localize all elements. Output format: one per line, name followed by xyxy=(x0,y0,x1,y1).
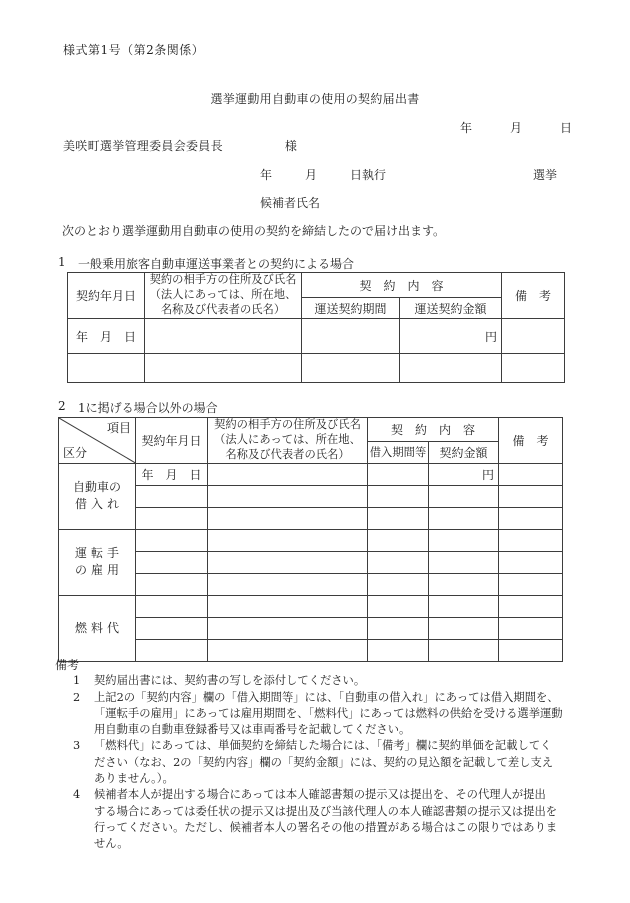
empty-cell xyxy=(368,573,429,595)
section1-heading xyxy=(58,255,354,272)
empty-cell xyxy=(208,617,368,639)
empty-cell xyxy=(499,617,563,639)
empty-cell xyxy=(68,354,145,383)
empty-cell xyxy=(136,573,208,595)
empty-cell xyxy=(429,529,499,551)
empty-cell xyxy=(302,354,400,383)
t1-header-amount: 運送契約金額 xyxy=(400,298,502,319)
empty-cell xyxy=(136,507,208,529)
election-date-line xyxy=(260,166,386,183)
t1-header-period: 運送契約期間 xyxy=(302,298,400,319)
contract-table-taxi xyxy=(67,272,565,383)
empty-cell xyxy=(136,529,208,551)
exec-day-label: 日執行 xyxy=(350,168,387,182)
empty-cell xyxy=(368,595,429,617)
empty-cell xyxy=(208,551,368,573)
intro-text: 次のとおり選挙運動用自動車の使用の契約を締結したので届け出ます。 xyxy=(50,224,446,238)
t2-group-fuel-cost: 燃料代 xyxy=(59,595,136,661)
empty-cell xyxy=(136,617,208,639)
date-day-label: 日 xyxy=(559,121,572,135)
addressee-honorific: 様 xyxy=(284,139,297,153)
empty-cell xyxy=(368,463,429,485)
empty-cell xyxy=(429,573,499,595)
note-item-2: 2 上記2の「契約内容」欄の「借入期間等」には、「自動車の借入れ」にあっては借入期間を、 「運転手の雇用」にあっては雇用期間を、「燃料代」にあっては燃料の供給を受ける選挙運動 用自動車の自動車登録番号又は車両番号を記載してください。 xyxy=(73,690,563,737)
election-name-label: 選挙 xyxy=(533,168,558,182)
t1-row1-yen: 円 xyxy=(400,319,502,354)
empty-cell xyxy=(429,595,499,617)
empty-cell xyxy=(429,485,499,507)
empty-cell xyxy=(208,573,368,595)
addressee-name: 美咲町選挙管理委員会委員長 xyxy=(63,139,223,153)
date-line xyxy=(460,119,572,136)
empty-cell xyxy=(499,529,563,551)
t2-group-car-rental: 自動車の 借入れ xyxy=(59,463,136,529)
t2-group-driver-employment: 運転手 の雇用 xyxy=(59,529,136,595)
t2-header-notes: 備 考 xyxy=(499,418,563,464)
t1-header-notes: 備 考 xyxy=(502,273,565,319)
exec-month-label: 月 xyxy=(305,168,318,182)
empty-cell xyxy=(429,617,499,639)
empty-cell xyxy=(136,595,208,617)
empty-cell xyxy=(368,485,429,507)
t2-header-party: 契約の相手方の住所及び氏名 （法人にあっては、所在地、 名称及び代表者の氏名） xyxy=(208,418,368,464)
empty-cell xyxy=(400,354,502,383)
t2-corner-cell xyxy=(59,418,136,464)
empty-cell xyxy=(136,551,208,573)
empty-cell xyxy=(208,507,368,529)
empty-cell xyxy=(499,463,563,485)
candidate-name-label: 候補者氏名 xyxy=(260,196,321,210)
t2-header-amount: 契約金額 xyxy=(429,441,499,463)
t2-corner-category-label: 区分 xyxy=(63,445,88,460)
page-title: 選挙運動用自動車の使用の契約届出書 xyxy=(210,92,420,106)
empty-cell xyxy=(368,617,429,639)
t2-row1-yen: 円 xyxy=(429,463,499,485)
form-number: 様式第1号（第2条関係） xyxy=(63,43,205,57)
t1-header-contract: 契 約 内 容 xyxy=(302,273,502,298)
notes-section xyxy=(55,657,585,853)
section2-heading xyxy=(58,399,218,416)
note-item-1: 1 契約届出書には、契約書の写しを添付してください。 xyxy=(73,674,366,688)
empty-cell xyxy=(499,573,563,595)
empty-cell xyxy=(499,551,563,573)
section2-number: 2 xyxy=(58,399,66,413)
t2-row1-date: 年 月 日 xyxy=(136,463,208,485)
t1-row1-date: 年 月 日 xyxy=(68,319,145,354)
empty-cell xyxy=(208,529,368,551)
notes-label: 備考 xyxy=(55,658,80,672)
empty-cell xyxy=(429,507,499,529)
section1-title: 一般乗用旅客自動車運送事業者との契約による場合 xyxy=(78,257,355,271)
addressee-line xyxy=(63,137,297,154)
section2-title: 1に掲げる場合以外の場合 xyxy=(78,401,218,415)
empty-cell xyxy=(502,354,565,383)
empty-cell xyxy=(502,319,565,354)
empty-cell xyxy=(145,354,302,383)
date-month-label: 月 xyxy=(509,121,522,135)
t1-header-date: 契約年月日 xyxy=(68,273,145,319)
empty-cell xyxy=(136,485,208,507)
empty-cell xyxy=(208,485,368,507)
t2-header-period: 借入期間等 xyxy=(368,441,429,463)
contract-table-other xyxy=(58,417,563,662)
t2-corner-item-label: 項目 xyxy=(106,421,131,435)
empty-cell xyxy=(208,595,368,617)
empty-cell xyxy=(499,595,563,617)
empty-cell xyxy=(429,551,499,573)
empty-cell xyxy=(368,551,429,573)
exec-year-label: 年 xyxy=(260,168,273,182)
t2-header-contract: 契 約 内 容 xyxy=(368,418,499,442)
t2-header-date: 契約年月日 xyxy=(136,418,208,464)
empty-cell xyxy=(499,485,563,507)
note-item-3: 3 「燃料代」にあっては、単価契約を締結した場合には、「備考」欄に契約単価を記載してく ださい（なお、2の「契約内容」欄の「契約金額」には、契約の見込額を記載して差し支え ありません。）。 xyxy=(73,739,554,786)
empty-cell xyxy=(302,319,400,354)
empty-cell xyxy=(499,507,563,529)
empty-cell xyxy=(368,507,429,529)
empty-cell xyxy=(145,319,302,354)
note-item-4: 4 候補者本人が提出する場合にあっては本人確認書類の提示又は提出を、その代理人が提出 する場合にあっては委任状の提示又は提出及び当該代理人の本人確認書類の提示又は提出を 行ってください。ただし、候補者本人の署名その他の措置がある場合はこの限りではありま せん。 xyxy=(73,788,558,851)
date-year-label: 年 xyxy=(459,121,472,135)
empty-cell xyxy=(208,463,368,485)
t1-header-party: 契約の相手方の住所及び氏名 （法人にあっては、所在地、 名称及び代表者の氏名） xyxy=(145,273,302,319)
empty-cell xyxy=(368,529,429,551)
section1-number: 1 xyxy=(58,255,66,269)
